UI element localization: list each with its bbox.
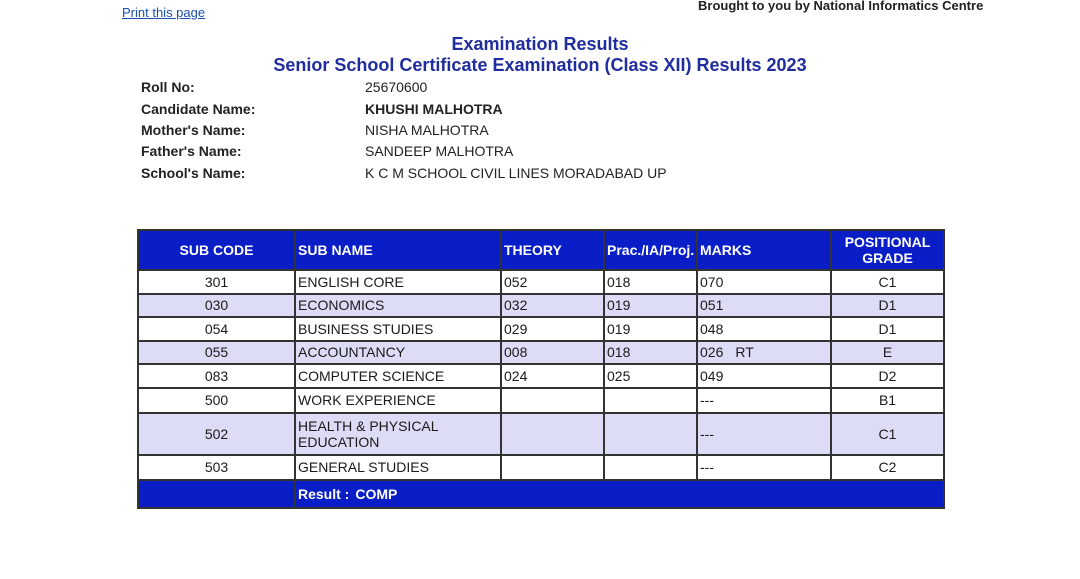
result-cell bbox=[295, 480, 944, 508]
theory-cell bbox=[501, 413, 604, 455]
father-name-label: Father's Name: bbox=[141, 143, 242, 159]
grade-cell: D1 bbox=[831, 317, 944, 341]
marks-cell bbox=[697, 455, 831, 480]
header-positional-grade bbox=[831, 230, 944, 270]
marks-cell bbox=[697, 317, 831, 341]
grade-cell: D2 bbox=[831, 364, 944, 388]
sub-code-cell: 301 bbox=[138, 270, 295, 294]
header-marks: MARKS bbox=[697, 230, 831, 270]
header-grade-line1: POSITIONAL bbox=[844, 234, 931, 250]
grade-cell: C2 bbox=[831, 455, 944, 480]
father-name-value: SANDEEP MALHOTRA bbox=[365, 143, 514, 159]
results-table bbox=[137, 229, 945, 509]
prac-cell bbox=[604, 388, 697, 413]
print-page-link[interactable]: Print this page bbox=[122, 5, 206, 20]
sub-code-cell: 502 bbox=[138, 413, 295, 455]
prac-cell: 019 bbox=[604, 294, 697, 318]
table-row bbox=[138, 270, 944, 294]
marks-cell bbox=[697, 341, 831, 365]
sub-name-cell: ECONOMICS bbox=[295, 294, 501, 318]
table-row bbox=[138, 294, 944, 318]
theory-cell: 052 bbox=[501, 270, 604, 294]
marks-value: --- bbox=[700, 392, 714, 408]
marks-cell bbox=[697, 364, 831, 388]
candidate-name-value: KHUSHI MALHOTRA bbox=[365, 101, 503, 117]
sub-code-cell: 083 bbox=[138, 364, 295, 388]
sub-name-cell: BUSINESS STUDIES bbox=[295, 317, 501, 341]
theory-cell: 024 bbox=[501, 364, 604, 388]
sub-name-cell: COMPUTER SCIENCE bbox=[295, 364, 501, 388]
candidate-name-label: Candidate Name: bbox=[141, 101, 256, 117]
grade-cell: E bbox=[831, 341, 944, 365]
marks-cell bbox=[697, 413, 831, 455]
prac-cell bbox=[604, 413, 697, 455]
table-header-row bbox=[138, 230, 944, 270]
table-row bbox=[138, 413, 944, 455]
header-sub-code: SUB CODE bbox=[138, 230, 295, 270]
theory-cell: 029 bbox=[501, 317, 604, 341]
sub-name-cell: GENERAL STUDIES bbox=[295, 455, 501, 480]
marks-value: 049 bbox=[700, 367, 724, 384]
result-spacer-cell bbox=[138, 480, 295, 508]
grade-cell: B1 bbox=[831, 388, 944, 413]
table-row bbox=[138, 455, 944, 480]
marks-cell bbox=[697, 294, 831, 318]
sub-code-cell: 500 bbox=[138, 388, 295, 413]
prac-cell: 018 bbox=[604, 341, 697, 365]
roll-no-value: 25670600 bbox=[365, 79, 428, 95]
marks-value: 070 bbox=[700, 273, 724, 290]
sub-code-cell: 030 bbox=[138, 294, 295, 318]
marks-value: --- bbox=[700, 459, 714, 475]
marks-cell bbox=[697, 388, 831, 413]
header-theory: THEORY bbox=[501, 230, 604, 270]
header-grade-line2: GRADE bbox=[862, 250, 913, 266]
theory-cell: 032 bbox=[501, 294, 604, 318]
header-prac: Prac./IA/Proj. bbox=[604, 230, 697, 270]
sub-name-cell: WORK EXPERIENCE bbox=[295, 388, 501, 413]
marks-value: --- bbox=[700, 425, 714, 442]
theory-cell bbox=[501, 388, 604, 413]
page-title: Examination Results bbox=[451, 34, 629, 54]
prac-cell: 018 bbox=[604, 270, 697, 294]
marks-value: 048 bbox=[700, 320, 724, 337]
school-name-value: K C M SCHOOL CIVIL LINES MORADABAD UP bbox=[365, 165, 667, 181]
theory-cell: 008 bbox=[501, 341, 604, 365]
grade-cell: C1 bbox=[831, 270, 944, 294]
header-sub-name: SUB NAME bbox=[295, 230, 501, 270]
prac-cell: 019 bbox=[604, 317, 697, 341]
page-subtitle: Senior School Certificate Examination (Class XII) Results 2023 bbox=[273, 55, 807, 75]
table-row bbox=[138, 317, 944, 341]
prac-cell bbox=[604, 455, 697, 480]
mother-name-value: NISHA MALHOTRA bbox=[365, 122, 489, 138]
result-row bbox=[138, 480, 944, 508]
brought-by-text: Brought to you by National Informatics Centre bbox=[698, 0, 984, 13]
sub-code-cell: 503 bbox=[138, 455, 295, 480]
marks-value: 051 bbox=[700, 297, 724, 314]
school-name-label: School's Name: bbox=[141, 165, 246, 181]
marks-note: RT bbox=[735, 344, 754, 361]
sub-code-cell: 054 bbox=[138, 317, 295, 341]
sub-name-cell: ENGLISH CORE bbox=[295, 270, 501, 294]
sub-name-cell: ACCOUNTANCY bbox=[295, 341, 501, 365]
prac-cell: 025 bbox=[604, 364, 697, 388]
theory-cell bbox=[501, 455, 604, 480]
result-value: COMP bbox=[355, 485, 398, 502]
sub-name-cell: HEALTH & PHYSICAL EDUCATION bbox=[295, 413, 501, 455]
marks-cell bbox=[697, 270, 831, 294]
roll-no-label: Roll No: bbox=[141, 79, 195, 95]
grade-cell: C1 bbox=[831, 413, 944, 455]
grade-cell: D1 bbox=[831, 294, 944, 318]
result-label: Result : bbox=[298, 485, 350, 502]
table-row bbox=[138, 341, 944, 365]
marks-value: 026 bbox=[700, 344, 724, 361]
table-row bbox=[138, 364, 944, 388]
table-row bbox=[138, 388, 944, 413]
mother-name-label: Mother's Name: bbox=[141, 122, 246, 138]
sub-code-cell: 055 bbox=[138, 341, 295, 365]
